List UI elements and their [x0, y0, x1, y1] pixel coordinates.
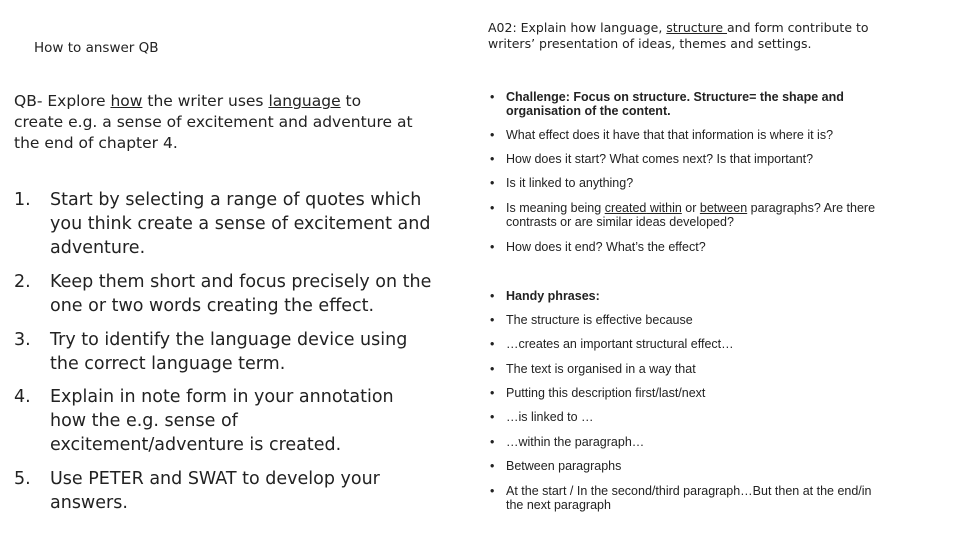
bullet-dot: •	[490, 386, 495, 400]
phrase-text: …creates an important structural effect…	[506, 337, 734, 351]
bullet-phrase	[490, 435, 890, 449]
phrase-text: Between paragraphs	[506, 459, 622, 473]
bullet-phrase	[490, 459, 890, 473]
bullet-dot: •	[490, 435, 495, 449]
bullet-dot: •	[490, 128, 495, 142]
q4-created: created	[604, 201, 647, 215]
handy-title: Handy phrases:	[506, 289, 600, 303]
phrase-text: The text is organised in a way that	[506, 362, 696, 376]
intro-question	[14, 91, 414, 154]
bullet-dot: •	[490, 459, 495, 473]
bullet-phrase	[490, 410, 890, 424]
question-text: Is it linked to anything?	[506, 176, 634, 190]
ao-structure: structure	[666, 20, 727, 35]
bullet-phrase	[490, 484, 890, 512]
question-text: What effect does it have that that information is where it is?	[506, 128, 834, 142]
bullet-question	[490, 240, 890, 254]
phrase-text: At the start / In the second/third paragraph…But then at the end/in the next paragraph	[506, 484, 872, 512]
phrase-text: The structure is effective because	[506, 313, 693, 327]
bullet-dot: •	[490, 362, 495, 376]
bullet-dot: •	[490, 313, 495, 327]
step-text: Start by selecting a range of quotes which you think create a sense of excitement and adventure.	[50, 190, 431, 258]
intro-language: language	[268, 92, 341, 110]
q4-text-4: paragraphs? Are there contrasts or are similar ideas developed?	[506, 201, 876, 229]
question-text: How does it end? What’s the effect?	[506, 240, 706, 254]
step-item	[14, 188, 434, 260]
bullet-question	[490, 152, 890, 166]
bullet-question	[490, 128, 890, 142]
bullet-phrase	[490, 362, 890, 376]
bullet-challenge	[490, 90, 890, 118]
ao-objective	[488, 20, 888, 52]
q4-within: within	[646, 201, 682, 215]
phrase-text: …is linked to …	[506, 410, 594, 424]
step-number: 4.	[14, 387, 31, 407]
step-number: 5.	[14, 469, 31, 489]
question-text: How does it start? What comes next? Is that important?	[506, 152, 814, 166]
step-item	[14, 385, 434, 457]
step-item	[14, 270, 434, 318]
step-text: Explain in note form in your annotation how the e.g. sense of excitement/adventure is created.	[50, 387, 394, 455]
step-text: Keep them short and focus precisely on the one or two words creating the effect.	[50, 272, 432, 316]
bullet-phrase	[490, 337, 890, 351]
bullet-dot: •	[490, 410, 495, 424]
intro-how: how	[110, 92, 143, 110]
bullet-dot: •	[490, 240, 495, 254]
left-title: How to answer QB	[34, 40, 159, 56]
bullet-dot: •	[490, 484, 495, 498]
step-number: 2.	[14, 272, 31, 292]
phrase-text: …within the paragraph…	[506, 435, 645, 449]
challenge-text: Challenge: Focus on structure. Structure= the shape and organisation of the content.	[506, 90, 844, 118]
bullet-dot: •	[490, 289, 495, 303]
bullet-question	[490, 201, 890, 229]
bullet-question	[490, 176, 890, 190]
intro-text-2: the writer uses	[142, 92, 269, 110]
ao-text-2: and form contribute to writers’ presentation of ideas, themes and settings.	[488, 20, 869, 51]
bullet-dot: •	[490, 90, 495, 104]
bullet-phrase	[490, 313, 890, 327]
intro-text-3: to create e.g. a sense of excitement and adventure at the end of chapter 4.	[14, 92, 413, 152]
bullet-dot: •	[490, 201, 495, 215]
step-number: 3.	[14, 330, 31, 350]
q4-text-1: Is meaning being	[506, 201, 605, 215]
steps-list	[14, 188, 434, 515]
question-text	[506, 201, 890, 229]
step-item	[14, 467, 434, 515]
step-item	[14, 328, 434, 376]
q4-text-3: or	[681, 201, 700, 215]
bullet-handy-title	[490, 289, 890, 303]
bullet-dot: •	[490, 152, 495, 166]
intro-text-1: QB- Explore	[14, 92, 111, 110]
bullet-dot: •	[490, 337, 495, 351]
bullet-dot: •	[490, 176, 495, 190]
step-number: 1.	[14, 190, 31, 210]
step-text: Use PETER and SWAT to develop your answers.	[50, 469, 380, 513]
ao-text-1: A02: Explain how language,	[488, 20, 667, 35]
step-text: Try to identify the language device using the correct language term.	[50, 330, 408, 374]
q4-between: between	[699, 201, 748, 215]
phrase-text: Putting this description first/last/next	[506, 386, 706, 400]
bullet-phrase	[490, 386, 890, 400]
